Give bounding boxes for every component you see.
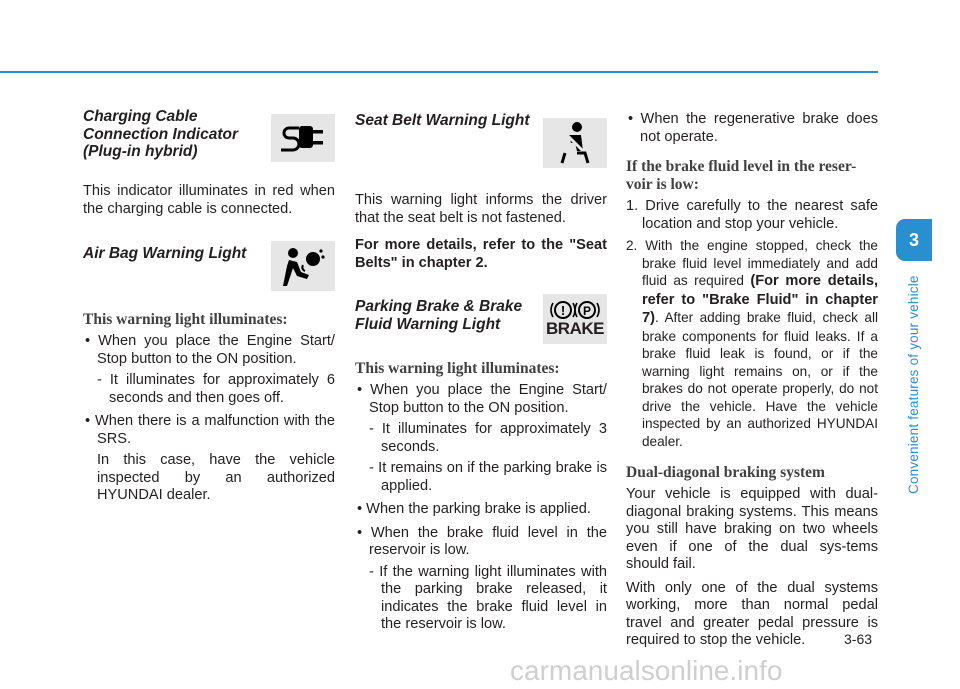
dual-diagonal-para-2: With only one of the dual systems working, more than normal pedal travel and greater pedal pressure is required to stop the vehicle.	[626, 579, 878, 648]
airbag-section	[83, 245, 335, 315]
fluid-step-2	[626, 237, 878, 450]
dual-diagonal-para-1: Your vehicle is equipped with dual-diagonal braking systems. This means you still have braking on two wheels even if one of the dual sys-tems should fail.	[626, 486, 878, 572]
brake-bullet-2: • When the parking brake is applied.	[357, 501, 591, 517]
fluid-step-1: 1. Drive carefully to the nearest safe location and stop your vehicle.	[626, 198, 878, 232]
brake-bullet-3: • When the brake fluid level in the reservoir is low.	[357, 524, 607, 558]
airbag-title: Air Bag Warning Light	[83, 245, 247, 262]
charging-title-line2: Connection Indicator	[83, 125, 238, 143]
brake-bullet-1-sub-2: - It remains on if the parking brake is applied.	[369, 460, 607, 494]
brake-bullet-4: • When the regenerative brake does not operate.	[628, 111, 878, 145]
fluid-heading-line1: If the brake fluid level in the reser-	[626, 158, 857, 175]
svg-text:P: P	[582, 304, 592, 318]
column-right	[626, 111, 878, 650]
brake-section	[355, 298, 607, 360]
chapter-sidebar-title	[904, 268, 926, 498]
brake-icon-label: BRAKE	[546, 319, 604, 338]
column-middle	[355, 108, 607, 634]
brake-subheading: This warning light illuminates:	[355, 360, 560, 377]
column-left	[83, 108, 335, 505]
airbag-subheading: This warning light illuminates:	[83, 311, 288, 328]
fluid-step-2-text: 2. With the engine stopped, check the brake fluid level immediately and add fluid as required	[626, 238, 878, 288]
brake-title-line1: Parking Brake & Brake	[355, 298, 523, 315]
watermark: carmanualsonline.info	[510, 655, 783, 686]
charging-title-line1: Charging Cable	[83, 108, 198, 125]
seatbelt-body: This warning light informs the driver that the seat belt is not fastened.	[355, 192, 607, 226]
airbag-bullet-1-sub: - It illuminates for approximately 6 seconds and then goes off.	[97, 372, 335, 406]
airbag-bullet-2: • When there is a malfunction with the SRS.	[85, 413, 335, 447]
charging-body: This indicator illuminates in red when the charging cable is connected.	[83, 183, 335, 217]
brake-warning-icon	[543, 294, 607, 344]
seatbelt-reference: For more details, refer to the "Seat Belts" in chapter 2.	[355, 237, 607, 271]
brake-symbols-icon	[547, 300, 603, 320]
brake-bullet-1: • When you place the Engine Start/ Stop button to the ON position.	[357, 382, 607, 416]
charging-title-line3: (Plug-in hybrid)	[83, 143, 198, 160]
chapter-sidebar-label: Convenient features of your vehicle	[906, 275, 921, 494]
fluid-heading-line2: voir is low:	[626, 176, 699, 193]
header-rule	[0, 71, 878, 73]
brake-bullet-3-sub: - If the warning light illuminates with the parking brake released, it indicates the brake fluid level in the reservoir is low.	[369, 563, 607, 632]
svg-text:!: !	[560, 303, 566, 318]
chapter-tab: 3	[896, 219, 932, 261]
airbag-warning-icon	[271, 241, 335, 291]
charging-cable-section	[83, 108, 335, 183]
fluid-step-2-rest: . After adding brake fluid, check all brake components for fluid leaks. If a brake fluid leak is found, or if the warning light remains on, or if the brakes do not operate properly, do not drive the vehicle. Have the vehicle inspected by an authorized HYUNDAI dealer.	[642, 310, 878, 449]
brake-bullet-1-sub-1: - It illuminates for approximately 3 seconds.	[369, 421, 607, 455]
dual-diagonal-heading: Dual-diagonal braking system	[626, 464, 825, 481]
page-number: 3-63	[844, 631, 873, 647]
charging-plug-icon	[271, 114, 335, 162]
airbag-bullet-1: • When you place the Engine Start/ Stop button to the ON position.	[85, 333, 335, 367]
airbag-bullet-2-note: In this case, have the vehicle inspected by an authorized HYUNDAI dealer.	[97, 452, 335, 503]
seatbelt-warning-icon	[543, 118, 607, 168]
seatbelt-section	[355, 112, 607, 192]
brake-title-line2: Fluid Warning Light	[355, 315, 501, 333]
seatbelt-title: Seat Belt Warning Light	[355, 112, 530, 129]
fluid-step-2-reference: (For more details, refer to "Brake Fluid" in chapter 7)	[642, 273, 878, 326]
